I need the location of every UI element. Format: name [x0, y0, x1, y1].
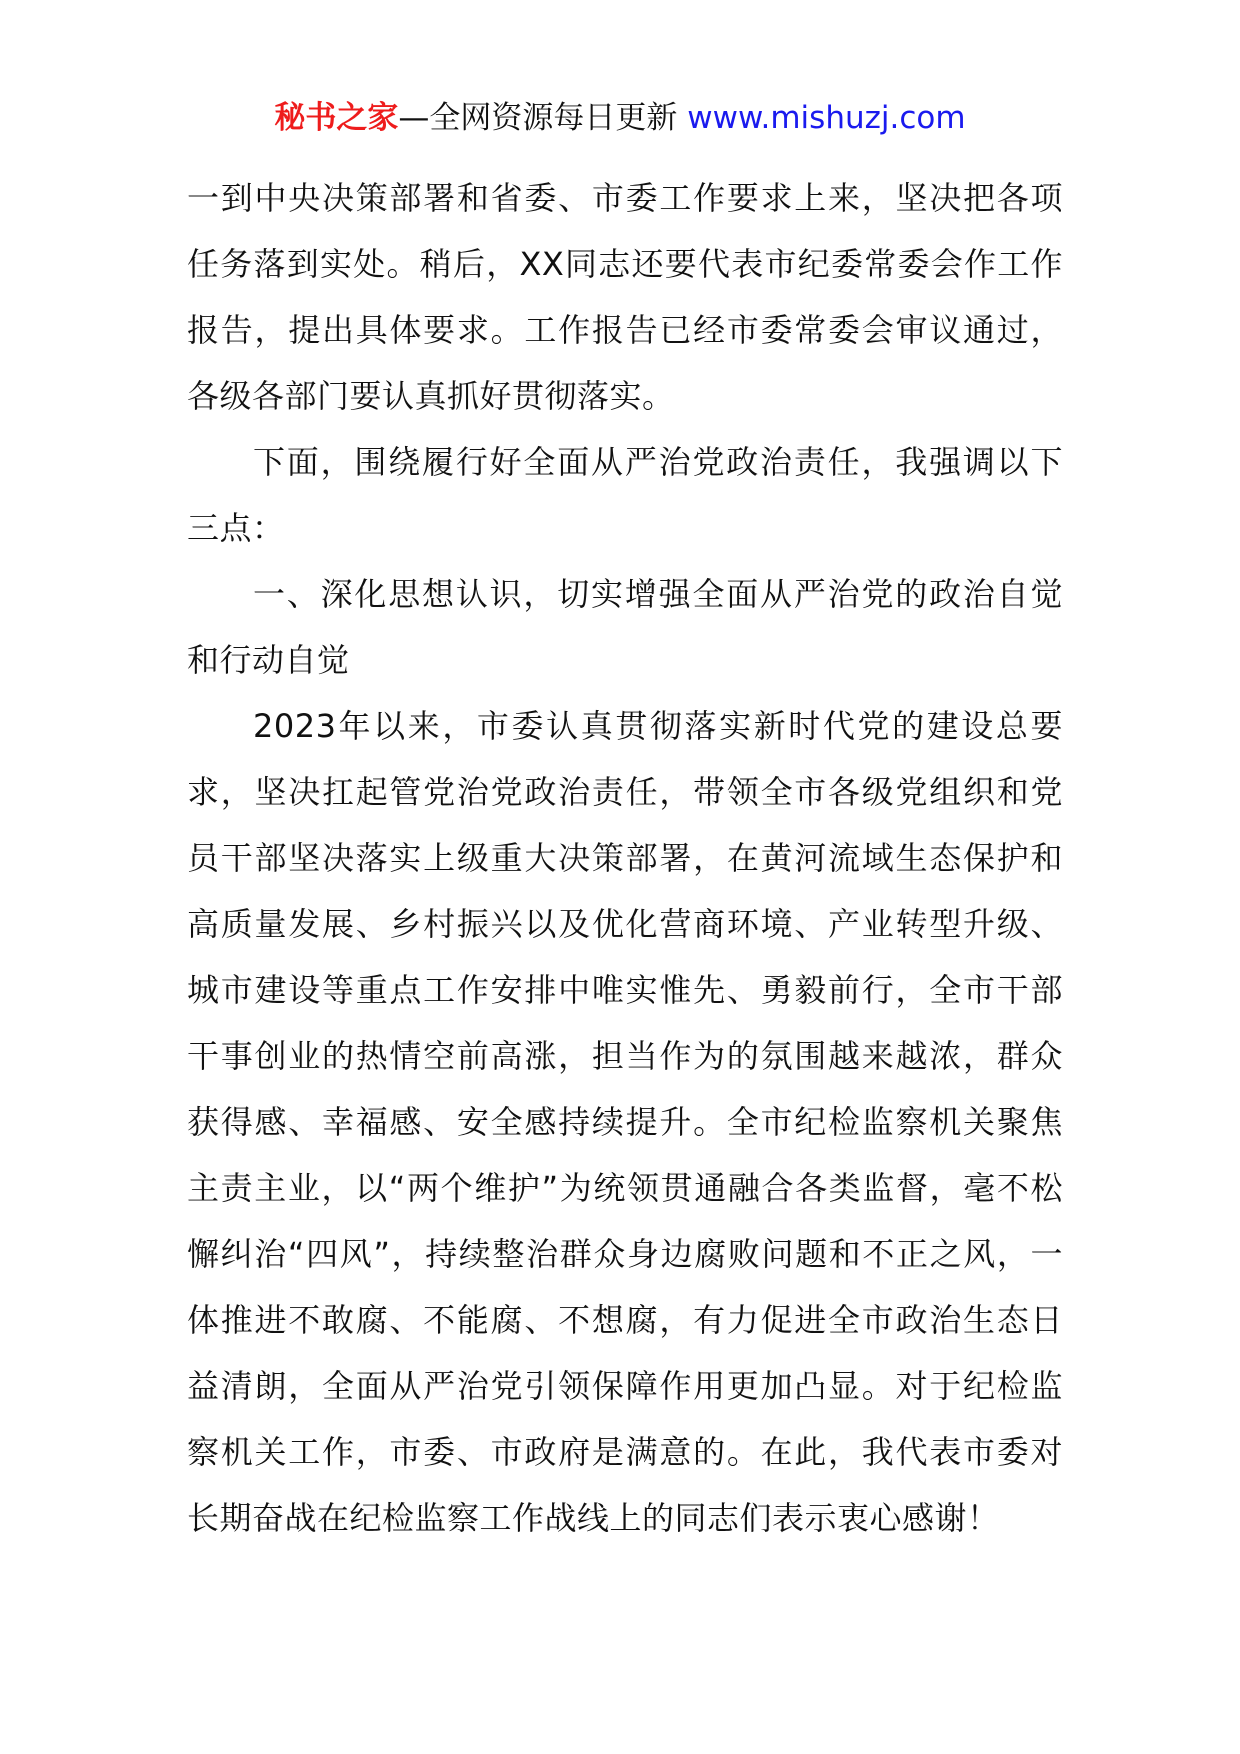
paragraph-intro: 下面，围绕履行好全面从严治党政治责任，我强调以下三点： [187, 443, 1063, 547]
header-tagline: —全网资源每日更新 [398, 100, 678, 136]
paragraph-body: 2023年以来，市委认真贯彻落实新时代党的建设总要求，坚决扛起管党治党政治责任，带领全市各级党组织和党员干部坚决落实上级重大决策部署，在黄河流域生态保护和高质量发展、乡村振兴以及优化营商环境、产业转型升级、城市建设等重点工作安排中唯实惟先、勇毅前行，全市干部干事创业的热情空前高涨，担当作为的氛围越来越浓，群众获得感、幸福感、安全感持续提升。全市纪检监察机关聚焦主责主业，以“两个维护”为统领贯通融合各类监督，毫不松懈纠治“四风”，持续整治群众身边腐败问题和不正之风，一体推进不敢腐、不能腐、不想腐，有力促进全市政治生态日益清朗，全面从严治党引领保障作用更加凸显。对于纪检监察机关工作，市委、市政府是满意的。在此，我代表市委对长期奋战在纪检监察工作战线上的同志们表示衷心感谢！ [187, 707, 1063, 1537]
document-body [187, 165, 1063, 1551]
section-heading-1: 一、深化思想认识，切实增强全面从严治党的政治自觉和行动自觉 [187, 575, 1063, 679]
site-url: www.mishuzj.com [687, 100, 966, 136]
site-watermark-header [0, 96, 1240, 140]
paragraph-continuation: 一到中央决策部署和省委、市委工作要求上来，坚决把各项任务落到实处。稍后，XX同志还要代表市纪委常委会作工作报告，提出具体要求。工作报告已经市委常委会审议通过，各级各部门要认真抓好贯彻落实。 [187, 179, 1063, 415]
brand-name: 秘书之家 [274, 100, 399, 136]
